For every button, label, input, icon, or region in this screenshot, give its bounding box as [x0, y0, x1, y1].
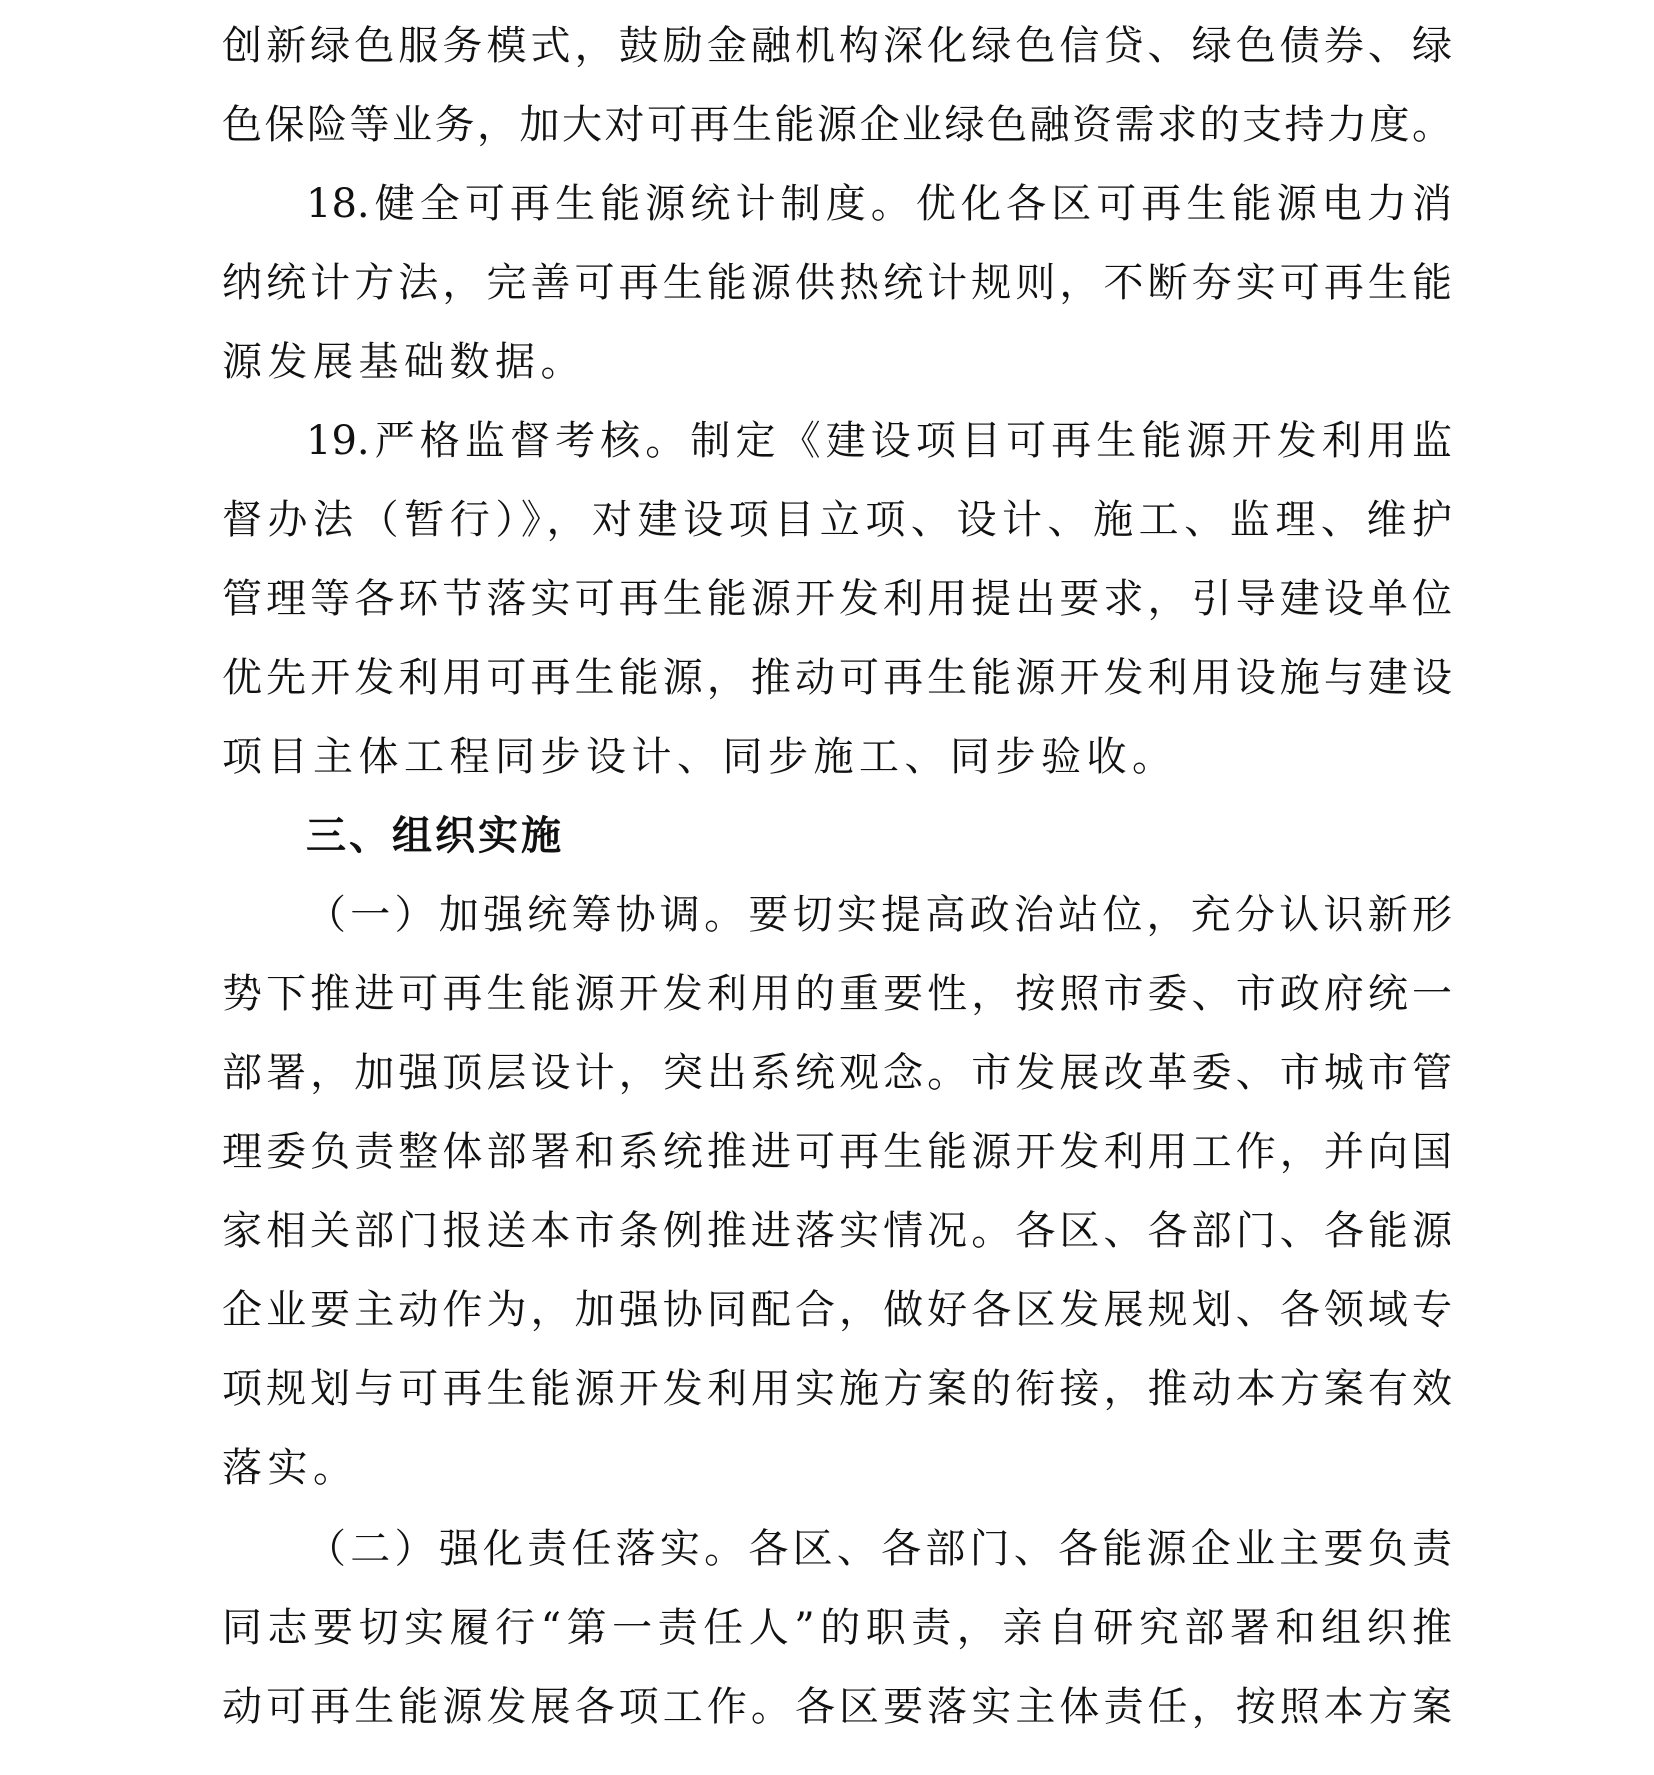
paragraph-line: （二）强化责任落实。各区、各部门、各能源企业主要负责 [306, 1526, 1452, 1572]
paragraph-line: 落实。 [222, 1445, 359, 1491]
paragraph-line: 势下推进可再生能源开发利用的重要性，按照市委、市政府统一 [222, 971, 1452, 1017]
paragraph-line: 动可再生能源发展各项工作。各区要落实主体责任，按照本方案 [222, 1684, 1452, 1730]
paragraph-line: 督办法（暂行）》，对建设项目立项、设计、施工、监理、维护 [222, 497, 1452, 543]
paragraph-line: 优先开发利用可再生能源，推动可再生能源开发利用设施与建设 [222, 655, 1452, 701]
paragraph-line: 项目主体工程同步设计、同步施工、同步验收。 [222, 734, 1178, 780]
paragraph-line: 18.健全可再生能源统计制度。优化各区可再生能源电力消 [306, 181, 1452, 227]
paragraph-line: 色保险等业务，加大对可再生能源企业绿色融资需求的支持力度。 [222, 102, 1452, 148]
paragraph-line: 项规划与可再生能源开发利用实施方案的衔接，推动本方案有效 [222, 1366, 1452, 1412]
section-heading: 三、组织实施 [306, 813, 564, 859]
paragraph-line: 管理等各环节落实可再生能源开发利用提出要求，引导建设单位 [222, 576, 1452, 622]
paragraph-line: 企业要主动作为，加强协同配合，做好各区发展规划、各领域专 [222, 1287, 1452, 1333]
paragraph-line: 创新绿色服务模式，鼓励金融机构深化绿色信贷、绿色债券、绿 [222, 23, 1452, 69]
paragraph-line: 部署，加强顶层设计，突出系统观念。市发展改革委、市城市管 [222, 1050, 1452, 1096]
paragraph-line: 同志要切实履行“第一责任人”的职责，亲自研究部署和组织推 [222, 1605, 1452, 1651]
paragraph-line: 纳统计方法，完善可再生能源供热统计规则，不断夯实可再生能 [222, 260, 1452, 306]
paragraph-line: 家相关部门报送本市条例推进落实情况。各区、各部门、各能源 [222, 1208, 1452, 1254]
paragraph-line: 源发展基础数据。 [222, 339, 586, 385]
paragraph-line: （一）加强统筹协调。要切实提高政治站位，充分认识新形 [306, 892, 1452, 938]
paragraph-line: 19.严格监督考核。制定《建设项目可再生能源开发利用监 [306, 418, 1452, 464]
paragraph-line: 理委负责整体部署和系统推进可再生能源开发利用工作，并向国 [222, 1129, 1452, 1175]
